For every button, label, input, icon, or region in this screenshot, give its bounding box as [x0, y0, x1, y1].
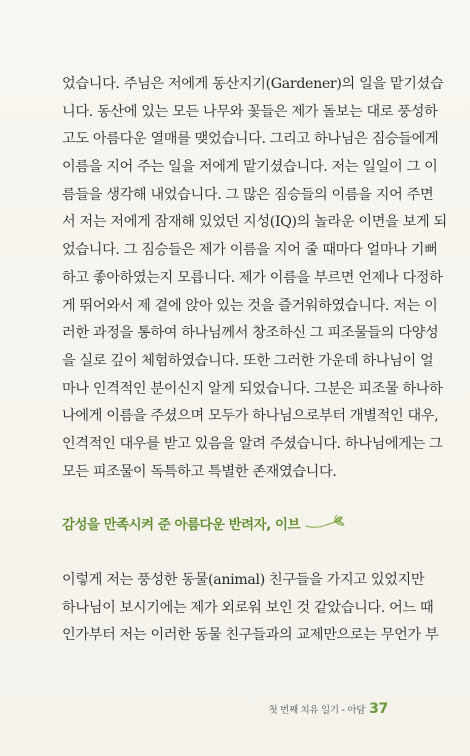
text-line: 이름을 지어 주는 일을 저에게 맡기셨습니다. 저는 일일이 그 이: [62, 159, 438, 176]
page-footer: [268, 701, 388, 717]
body-paragraph-2: [62, 567, 439, 650]
text-line: 고도 아름다운 열매를 맺었습니다. 그리고 하나님은 짐승들에게: [62, 131, 439, 148]
text-line: 이렇게 저는 풍성한 동물(animal) 친구들을 가지고 있었지만: [62, 572, 425, 588]
text-line: 인격적인 대우를 받고 있음을 알려 주셨습니다. 하나님에게는 그: [62, 435, 443, 452]
sprout-icon: [304, 514, 348, 532]
text-line: 었습니다. 주님은 저에게 동산지기(Gardener)의 일을 맡기셨습: [62, 76, 444, 92]
text-line: 하나님이 보시기에는 제가 외로워 보인 것 같았습니다. 어느 때: [62, 599, 434, 616]
body-paragraph-1: [62, 71, 447, 486]
text-line: 서 저는 저에게 잠재해 있었던 지성(IQ)의 놀라운 이면을 보게 되: [62, 214, 447, 231]
text-line: 름들을 생각해 내었습니다. 그 많은 짐승들의 이름을 지어 주면: [62, 186, 434, 203]
text-line: 러한 과정을 통하여 하나님께서 창조하신 그 피조물들의 다양성: [62, 325, 439, 342]
text-line: 모든 피조물이 독특하고 특별한 존재였습니다.: [62, 463, 337, 480]
text-line: 을 실로 깊이 체험하였습니다. 또한 그러한 가운데 하나님이 얼: [62, 352, 434, 369]
text-line: 하고 좋아하였는지 모릅니다. 제가 이름을 부르면 언제나 다정하: [62, 269, 443, 286]
text-line: 니다. 동산에 있는 모든 나무와 꽃들은 제가 돌보는 대로 풍성하: [62, 103, 438, 120]
text-line: 인가부터 저는 이러한 동물 친구들과의 교제만으로는 무언가 부: [62, 627, 439, 644]
section-heading-text: 감성을 만족시켜 준 아름다운 반려자, 이브: [62, 517, 300, 533]
page-number: 37: [369, 701, 388, 717]
text-line: 마나 인격적인 분이신지 알게 되었습니다. 그분은 피조물 하나하: [62, 380, 443, 397]
text-line: 나에게 이름을 주셨으며 모두가 하나님으로부터 개별적인 대우,: [62, 408, 439, 425]
section-heading: [62, 510, 348, 536]
text-line: 었습니다. 그 짐승들은 제가 이름을 지어 줄 때마다 얼마나 기뻐: [62, 242, 438, 259]
text-line: 게 뛰어와서 제 곁에 앉아 있는 것을 즐거워하였습니다. 저는 이: [62, 297, 438, 314]
running-head: 첫 번째 치유 일기 - 아담: [268, 705, 366, 716]
